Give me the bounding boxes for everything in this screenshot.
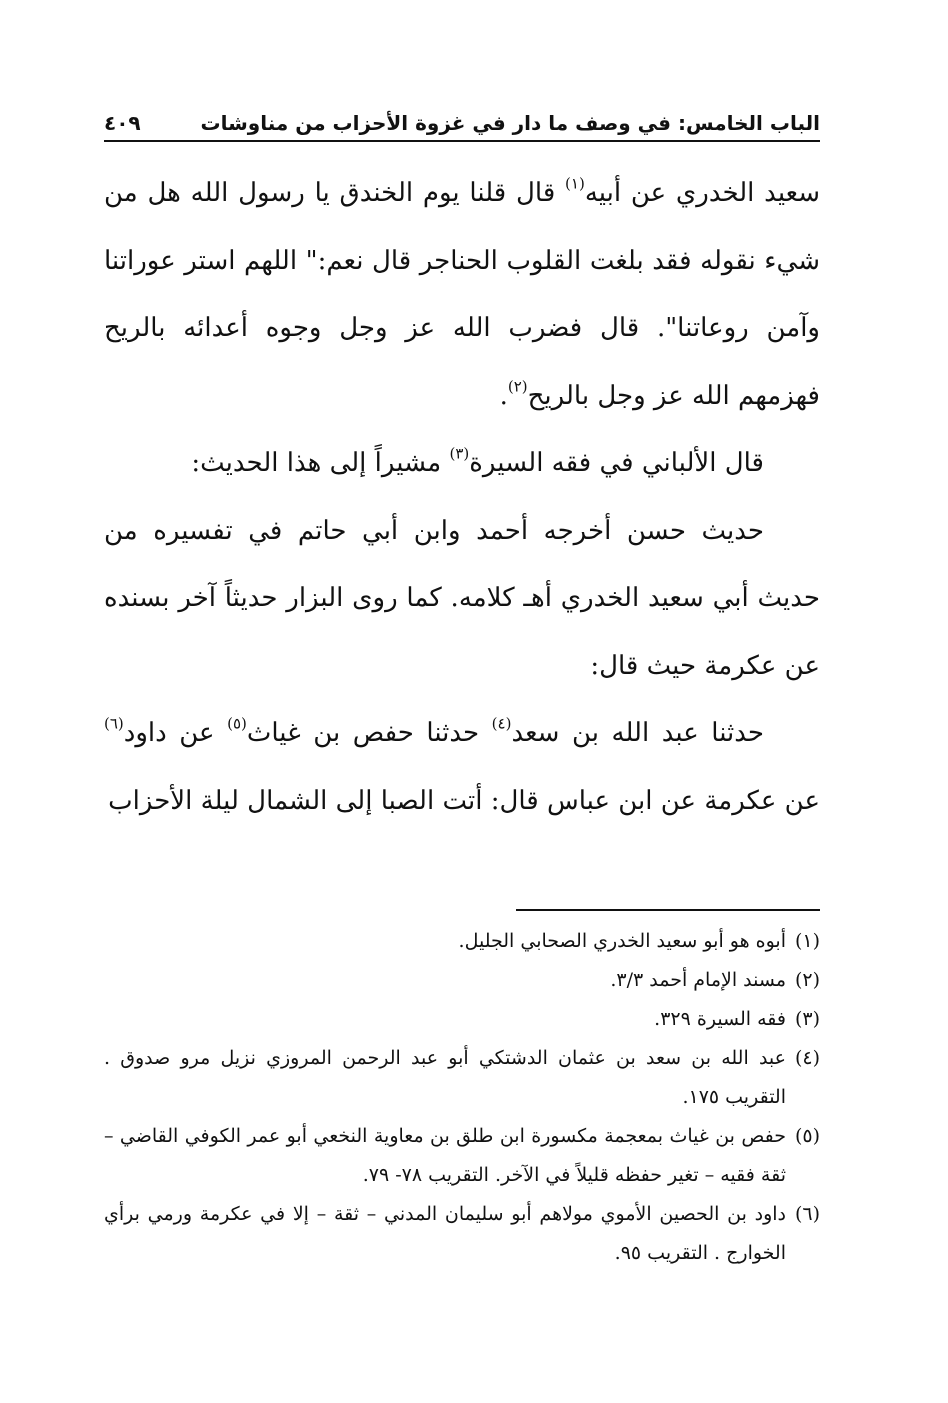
text-run: حدثنا حفص بن غياث xyxy=(246,718,492,748)
running-header xyxy=(104,98,820,138)
footnote xyxy=(104,1195,820,1273)
footnote xyxy=(104,1039,820,1117)
text-run: عن عكرمة عن ابن عباس قال: أتت الصبا إلى الشمال ليلة الأحزاب xyxy=(108,785,820,816)
footnote-text: فقه السيرة ٣٢٩. xyxy=(654,1008,786,1030)
footnotes xyxy=(104,922,820,1273)
footnote-text: أبوه هو أبو سعيد الخدري الصحابي الجليل. xyxy=(458,930,786,952)
footnote-text: مسند الإمام أحمد ٣/٣. xyxy=(610,969,786,991)
footnote-ref: (٤) xyxy=(491,714,512,733)
footnote-ref: (٦) xyxy=(104,714,124,733)
footnote-ref: (١) xyxy=(565,174,585,193)
footnote-ref: (٢) xyxy=(507,376,528,395)
text-run: مشيراً إلى هذا الحديث: xyxy=(191,448,450,478)
paragraph: حديث حسن أخرجه أحمد وابن أبي حاتم في تفسيره من حديث أبي سعيد الخدري أهـ كلامه. كما روى البزار حديثاً آخر بسنده عن عكرمة حيث قال: xyxy=(104,515,820,681)
paragraph xyxy=(104,160,820,430)
footnote xyxy=(104,961,820,1000)
header-rule xyxy=(104,140,820,142)
paragraph xyxy=(104,430,820,498)
footnote-number: (٣) xyxy=(794,1008,820,1030)
paragraph xyxy=(104,700,820,835)
text-run: سعيد الخدري عن أبيه xyxy=(584,178,820,208)
footnote-text: حفص بن غياث بمعجمة مكسورة ابن طلق بن معاوية النخعي أبو عمر الكوفي القاضي – ثقة فقيه – تغير حفظه قليلاً في الآخر. التقريب ٧٨- ٧٩. xyxy=(104,1125,786,1186)
footnote-number: (١) xyxy=(794,930,820,952)
footnote xyxy=(104,1000,820,1039)
footnote-number: (٦) xyxy=(794,1203,820,1225)
text-run: قال الألباني في فقه السيرة xyxy=(469,448,764,478)
text-run: حدثنا عبد الله بن سعد xyxy=(511,718,764,748)
footnote-separator xyxy=(516,909,820,911)
main-text xyxy=(104,160,820,835)
footnote xyxy=(104,922,820,961)
footnote xyxy=(104,1117,820,1195)
footnote-number: (٤) xyxy=(794,1047,820,1069)
footnote-text: عبد الله بن سعد بن عثمان الدشتكي أبو عبد الرحمن المروزي نزيل مرو صدوق . التقريب ١٧٥. xyxy=(104,1047,786,1108)
page-number: ٤٠٩ xyxy=(104,111,141,135)
footnote-text: داود بن الحصين الأموي مولاهم أبو سليمان المدني – ثقة – إلا في عكرمة ورمي برأي الخوارج . التقريب ٩٥. xyxy=(104,1203,786,1264)
footnote-number: (٢) xyxy=(794,969,820,991)
chapter-title: الباب الخامس: في وصف ما دار في غزوة الأحزاب من مناوشات xyxy=(200,111,820,135)
text-run: عن داود xyxy=(123,718,228,748)
footnote-number: (٥) xyxy=(794,1125,820,1147)
footnote-ref: (٥) xyxy=(227,714,247,733)
footnote-ref: (٣) xyxy=(449,444,470,463)
text-run: . xyxy=(499,380,508,411)
text-run: قال قلنا يوم الخندق يا رسول الله هل من شيء نقوله فقد بلغت القلوب الحناجر قال نعم:" اللهم استر عوراتنا وآمن روعاتنا". قال فضرب الله عز وجل وجوه أعدائه بالريح فهزمهم الله عز وجل بالريح xyxy=(104,178,820,411)
